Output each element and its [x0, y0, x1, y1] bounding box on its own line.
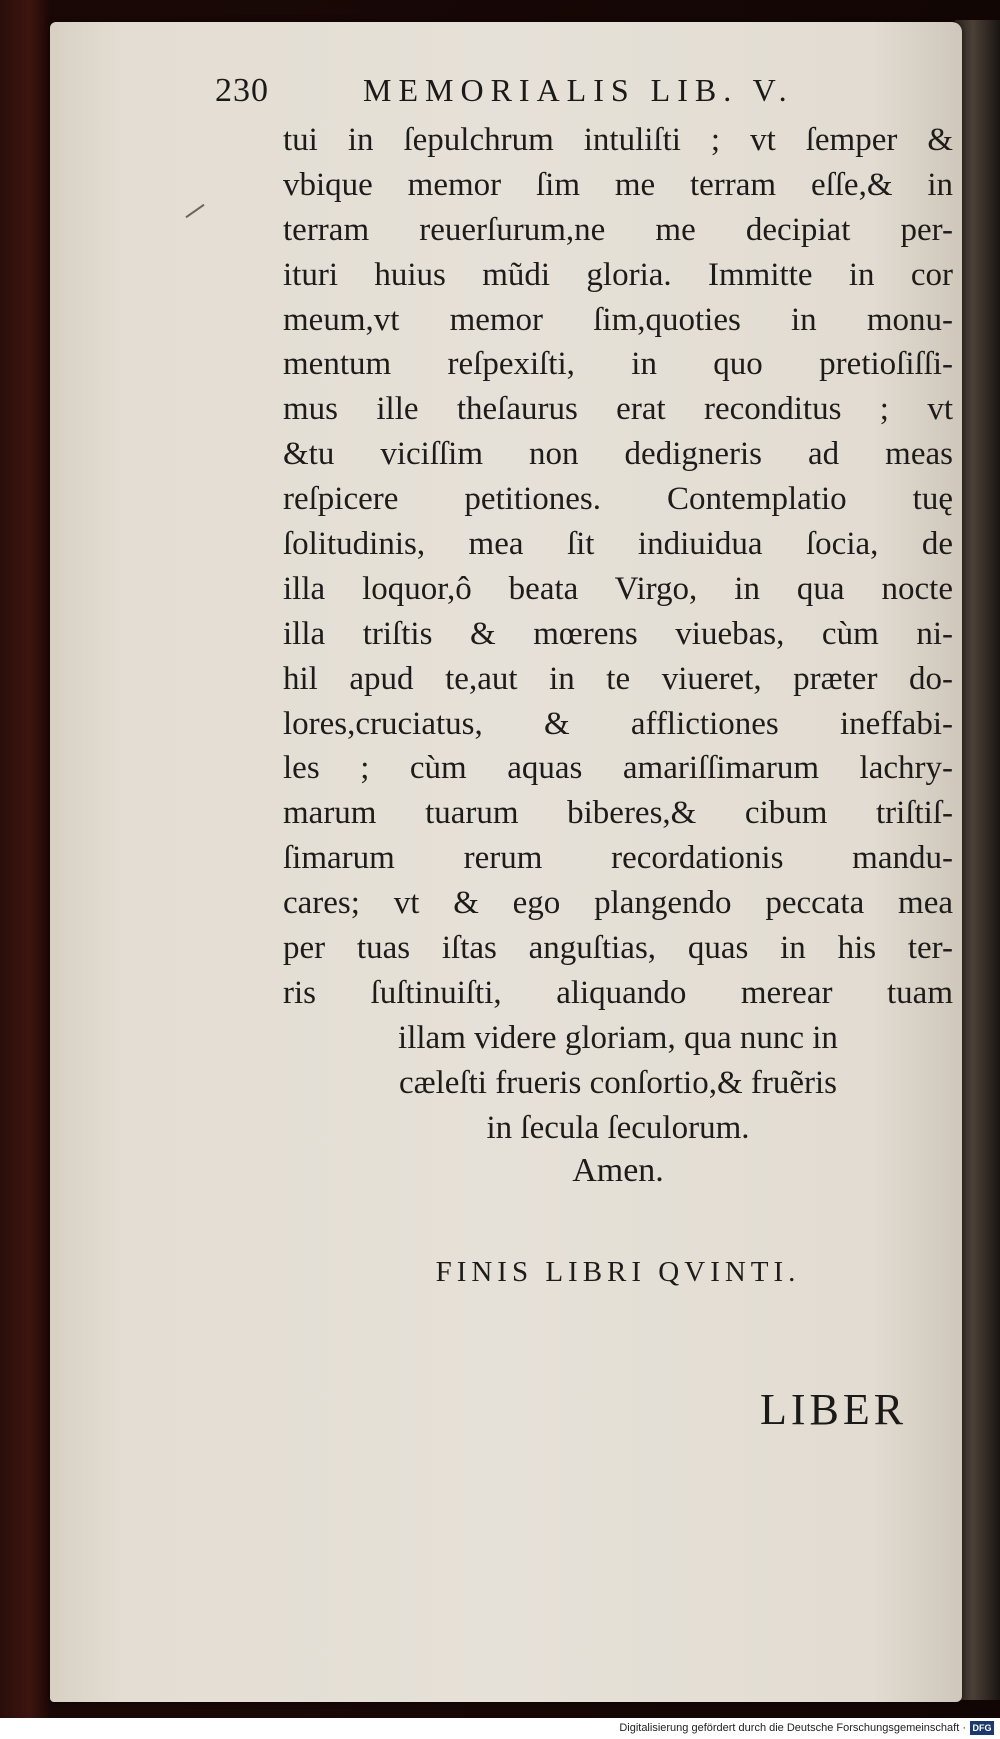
text-line: &tu viciſſim non dedigneris ad meas: [283, 436, 953, 473]
text-line: ſimarum rerum recordationis mandu-: [283, 840, 953, 877]
text-line: mus ille theſaurus erat reconditus ; vt: [283, 391, 953, 428]
catchword: LIBER: [760, 1385, 908, 1434]
text-line: tui in ſepulchrum intuliſti ; vt ſemper &: [283, 122, 953, 158]
amen-line: Amen.: [572, 1152, 664, 1189]
page-header: [215, 72, 895, 118]
text-line: illa triſtis & mœrens viuebas, cùm ni-: [283, 615, 953, 652]
text-line: ituri huius mũdi gloria. Immitte in cor: [283, 256, 953, 293]
page-number: 230: [215, 72, 269, 109]
text-line: per tuas iſtas anguſtias, quas in his ter-: [283, 930, 953, 967]
centered-text-line: in ſecula ſeculorum.: [486, 1109, 750, 1146]
footer-credit: Digitalisierung gefördert durch die Deutsche Forschungsgemeinschaft ·: [619, 1722, 966, 1734]
text-line: mentum reſpexiſti, in quo pretioſiſſi-: [283, 346, 953, 383]
finis-line: FINIS LIBRI QVINTI.: [435, 1256, 801, 1288]
text-line: ſolitudinis, mea ſit indiuidua ſocia, de: [283, 526, 953, 563]
body-text: [283, 118, 953, 1150]
centered-text-line: illam videre gloriam, qua nunc in: [398, 1019, 838, 1056]
text-line: illa loquor,ô beata Virgo, in qua nocte: [283, 570, 953, 607]
text-line: les ; cùm aquas amariſſimarum lachry-: [283, 750, 953, 787]
text-line: meum,vt memor ſim,quoties in monu-: [283, 301, 953, 338]
text-line: vbique memor ſim me terram eſſe,& in: [283, 166, 953, 203]
text-line: reſpicere petitiones. Contemplatio tuę: [283, 481, 953, 518]
text-line: ris ſuſtinuiſti, aliquando merear tuam: [283, 974, 953, 1011]
text-line: terram reuerſurum,ne me decipiat per-: [283, 211, 953, 248]
text-line: cares; vt & ego plangendo peccata mea: [283, 885, 953, 922]
dfg-logo: DFG: [970, 1721, 994, 1735]
centered-text-line: cæleſti frueris conſortio,& fruẽris: [398, 1064, 838, 1101]
text-line: lores,cruciatus, & afflictiones ineffabi-: [283, 705, 953, 742]
text-line: hil apud te,aut in te viueret, præter do-: [283, 660, 953, 697]
text-line: marum tuarum biberes,& cibum triſtiſ-: [283, 795, 953, 832]
footer-bar: [0, 1718, 1000, 1739]
running-head: MEMORIALIS LIB. V.: [363, 72, 794, 108]
